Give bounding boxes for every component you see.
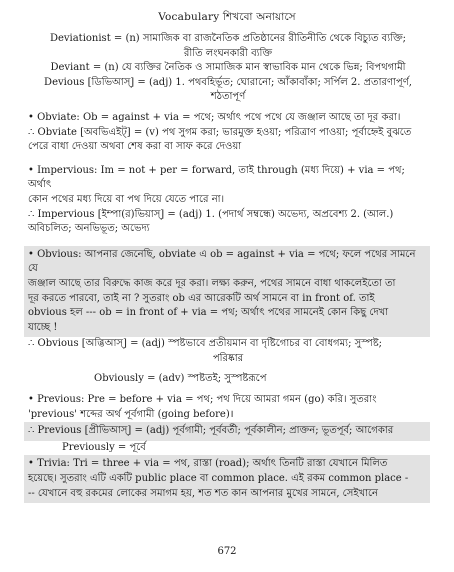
running-header: Vocabulary শিখবো অনায়াসে [158, 11, 296, 23]
definition-impervious-cont: অবিচলিত; অনভিভূত; অভেদ্য [28, 223, 150, 235]
entry-previously: Previously = পূর্বে [62, 441, 146, 453]
definition-obviate: ∴ Obviate [অবভিএইট্] = (v) পথ সুগম করা; ভারমুক্ত হওয়া; পরিত্রাণ পাওয়া; পূর্বাহ্নেই বুঝতে [28, 126, 412, 138]
etymology-obvious-l2: জঞ্জাল আছে তার বিরুদ্ধে কাজ করে দূর করা। লক্ষ্য করুন, পথের সামনে বাধা থাকলেইতো তা [28, 277, 396, 289]
highlight-box-previous [24, 422, 430, 441]
entry-obviously: Obviously = (adv) স্পষ্টতই; সুস্পষ্টরূপে [94, 373, 267, 385]
entry-devious-cont: শঠতাপূর্ণ [210, 91, 246, 103]
etymology-obvious: • Obvious: আপনার জেনেছি, obviate এ ob = against + via = পথে; ফলে পথের সামনে যে [28, 248, 416, 275]
page-number: 672 [217, 546, 237, 557]
etymology-obvious-l5: যাচ্ছে ! [28, 321, 58, 333]
etymology-trivia: • Trivia: Tri = three + via = পথ, রাস্তা (road); অর্থাৎ তিনটি রাস্তা যেখানে মিলিত [28, 458, 388, 470]
etymology-obvious-l3: দূর করতে পারবো, তাই না ? সুতরাং ob এর আরেকটি অর্থ সামনে বা in front of. তাই [28, 292, 375, 304]
etymology-trivia-l3: -- যেখানে বহু রকমের লোকের সমাগম হয়, শত শত কান আপনার মুখের সামনে, সেইখানে [28, 487, 378, 499]
etymology-impervious: • Impervious: Im = not + per = forward, তাই through (মধ্য দিয়ে) + via = পথ; অর্থাৎ [28, 164, 405, 191]
entry-deviant: Deviant = (n) যে ব্যক্তির নৈতিক ও সামাজিক মান স্বাভাবিক মান থেকে ভিন্ন; বিপথগামী [50, 62, 406, 74]
definition-obvious: ∴ Obvious [অব্ভিআস্] = (adj) স্পষ্টভাবে প্রতীয়মান বা দৃষ্টিগোচর বা বোধগম্য; সুস্পষ্ট; [28, 338, 383, 350]
etymology-obviate: • Obviate: Ob = against + via = পথে; অর্থাৎ পথে পথে যে জঞ্জাল আছে তা দূর করা। [28, 111, 401, 123]
definition-obviate-cont: পেরে বাধা দেওয়া অথবা শেষ করা বা সাফ করে দেওয়া [28, 141, 242, 153]
highlight-box-trivia [24, 455, 430, 503]
highlight-box-obvious [24, 246, 430, 338]
definition-impervious: ∴ Impervious [ইম্পা(র)ভিয়াস্] = (adj) 1. (পদার্থ সম্বন্ধে) অভেদ্য, অপ্রবেশ্য 2. (আল.) [28, 208, 394, 220]
entry-deviationist: Deviationist = (n) সামাজিক বা রাজনৈতিক প্রতিষ্ঠানের রীতিনীতি থেকে বিচ্যুত ব্যক্তি; [49, 33, 407, 44]
etymology-previous: • Previous: Pre = before + via = পথ; পথ দিয়ে আমরা গমন (go) করি। সুতরাং [28, 394, 377, 406]
etymology-previous-cont: 'previous' শব্দের অর্থ পূর্বগামী (going before)। [28, 408, 234, 420]
etymology-impervious-cont: কোন পথের মধ্য দিয়ে বা পথ দিয়ে যেতে পারে না। [28, 193, 225, 205]
etymology-trivia-l2: হয়েছে। সুতরাং এটি একটি public place বা common place. এই রকম common place - [28, 473, 409, 485]
page-content [28, 32, 428, 503]
definition-obvious-cont: পরিষ্কার [212, 352, 244, 364]
entry-deviationist-cont: রীতি লংঘনকারী ব্যক্তি [183, 47, 273, 59]
definition-previous: ∴ Previous [প্রীভিআস্] = (adj) পূর্বগামী; পূর্ববর্তী; পূর্বকালীন; প্রাক্তন; ভূতপূর্ব; আগেকার [28, 425, 394, 437]
entry-devious: Devious [ডিভিআস্] = (adj) 1. পথবহির্ভূত; ঘোরানো; আঁকাবাঁকা; সর্পিল 2. প্রতারণাপূর্ণ, [44, 76, 412, 88]
etymology-obvious-l4: obvious হল --- ob = in front of + via = পথ; অর্থাৎ পথের সামনেই কোন কিছু দেখা [28, 307, 389, 319]
